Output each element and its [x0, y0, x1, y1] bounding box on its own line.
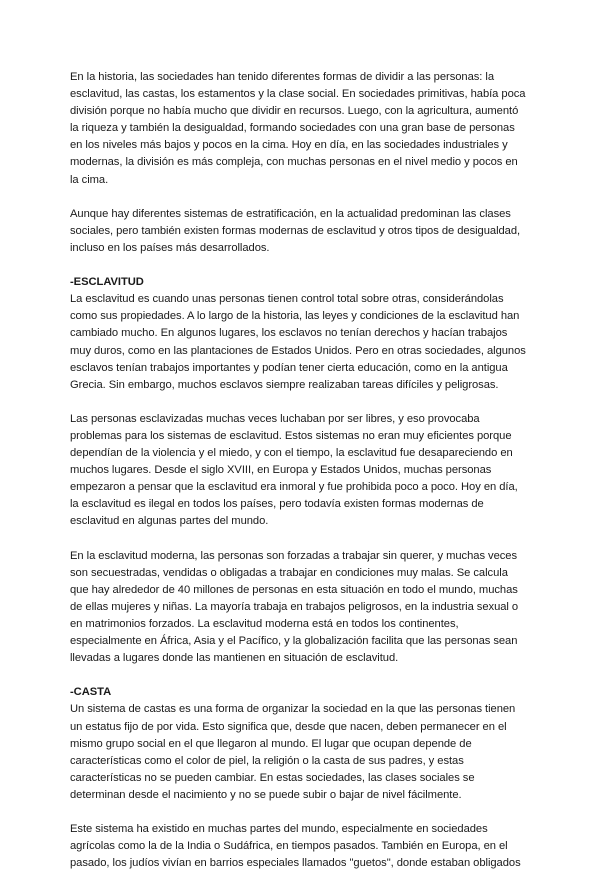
body-paragraph: La esclavitud es cuando unas personas tienen control total sobre otras, considerándolas como sus propiedades. A lo largo de la historia, las leyes y condiciones de la esclavitud han cambiado mucho. En algunos lugares, los esclavos no tenían derechos y hacían trabajos muy duros, como en las plantaciones de Estados Unidos. Pero en otras sociedades, algunos esclavos tenían trabajos importantes y podían tener cierta educación, como en la antigua Grecia. Sin embargo, muchos esclavos siempre realizaban tareas difíciles y peligrosas.: [70, 293, 526, 391]
section-esclavitud: [70, 274, 528, 667]
body-paragraph: Las personas esclavizadas muchas veces luchaban por ser libres, y eso provocaba problemas para los sistemas de esclavitud. Estos sistemas no eran muy eficientes porque dependían de la violencia y el miedo, y con el tiempo, la esclavitud fue desapareciendo en muchos lugares. Desde el siglo XVIII, en Europa y Estados Unidos, muchas personas empezaron a pensar que la esclavitud era inmoral y fue prohibida poco a poco. Hoy en día, la esclavitud es ilegal en todos los países, pero todavía existen formas modernas de esclavitud en algunas partes del mundo.: [70, 412, 518, 528]
body-paragraph: En la esclavitud moderna, las personas son forzadas a trabajar sin querer, y muchas veces son secuestradas, vendidas o obligadas a trabajar en condiciones muy malas. Se calcula que hay alrededor de 40 millones de personas en esta situación en todo el mundo, muchas de ellas mujeres y niñas. La mayoría trabaja en trabajos peligrosos, en la industria sexual o en matrimonios forzados. La esclavitud moderna está en todos los continentes, especialmente en África, Asia y el Pacífico, y la globalización facilita que las personas sean llevadas a lugares donde las mantienen en situación de esclavitud.: [70, 549, 519, 665]
intro-paragraph: En la historia, las sociedades han tenido diferentes formas de dividir a las personas: la esclavitud, las castas, los estamentos y la clase social. En sociedades primitivas, había poca división porque no había mucho que dividir en recursos. Luego, con la agricultura, aumentó la riqueza y también la desigualdad, formando sociedades con una gran base de personas en los niveles más bajos y pocos en la cima. Hoy en día, en las sociedades industriales y modernas, la división es más compleja, con muchas personas en el nivel medio y pocos en la cima.: [70, 71, 526, 186]
body-paragraph: Este sistema ha existido en muchas partes del mundo, especialmente en sociedades agrícolas como la de la India o Sudáfrica, en tiempos pasados. También en Europa, en el pasado, los judíos vivían en barrios especiales llamados "guetos", donde estaban obligados: [70, 823, 521, 870]
body-paragraph: Un sistema de castas es una forma de organizar la sociedad en la que las personas tienen un estatus fijo de por vida. Esto significa que, desde que nacen, deben permanecer en el mismo grupo social en el que llegaron al mundo. El lugar que ocupan depende de características como el color de piel, la religión o la casta de sus padres, y estas características no se pueden cambiar. En estas sociedades, las clases sociales se determinan desde el nacimiento y no se puede subir o bajar de nivel fácilmente.: [70, 703, 516, 801]
section-heading-casta: -CASTA: [70, 686, 112, 699]
section-casta: [70, 684, 528, 872]
document-page: [70, 69, 528, 890]
section-heading-esclavitud: -ESCLAVITUD: [70, 276, 144, 289]
intro-paragraph: Aunque hay diferentes sistemas de estratificación, en la actualidad predominan las clases sociales, pero también existen formas modernas de esclavitud y otros tipos de desigualdad, incluso en los países más desarrollados.: [70, 207, 521, 254]
